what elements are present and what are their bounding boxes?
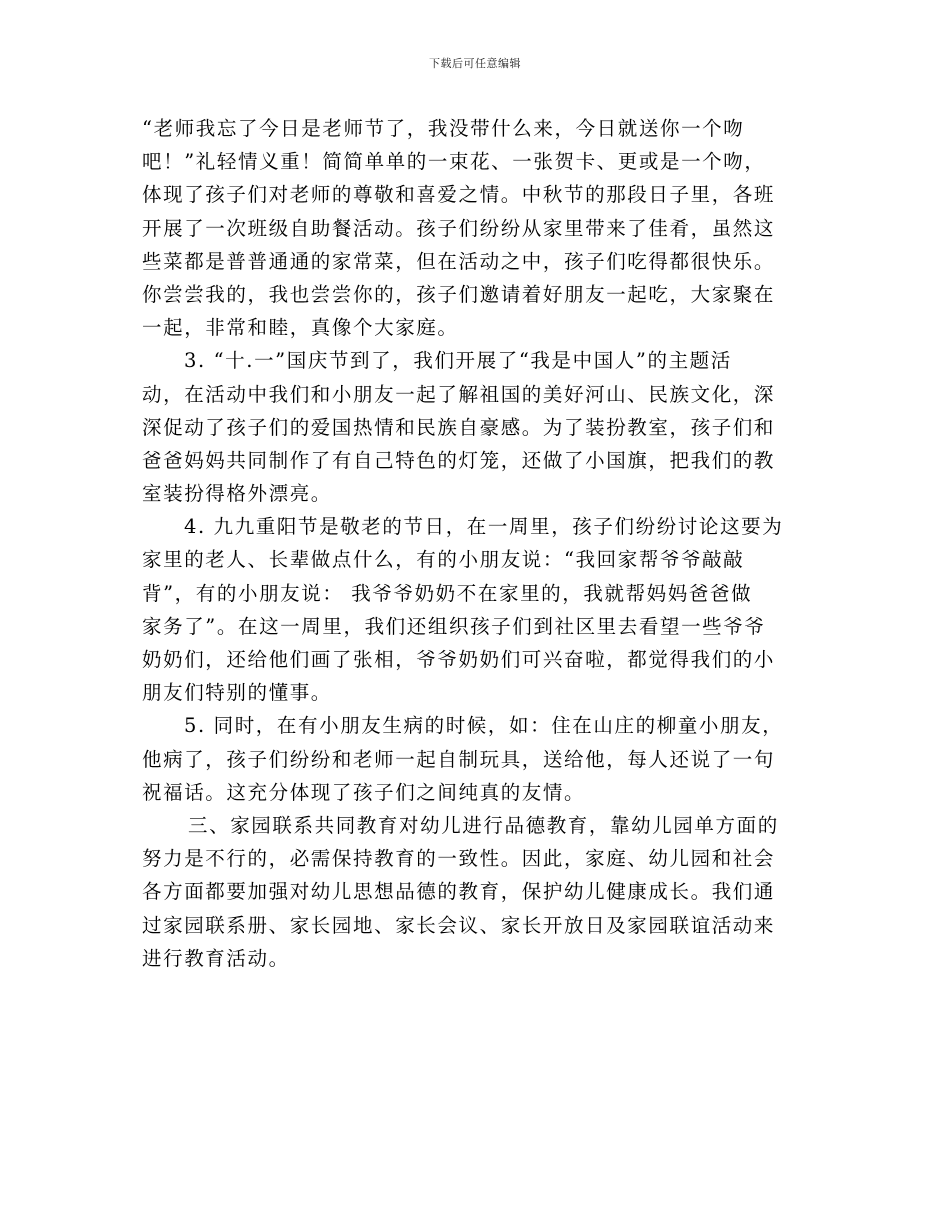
text-line: 他病了，孩子们纷纷和老师一起自制玩具，送给他，每人还说了一句 <box>142 747 776 771</box>
text-line: 祝福话。这充分体现了孩子们之间纯真的友情。 <box>142 780 586 804</box>
text-line: 室装扮得格外漂亮。 <box>142 482 332 506</box>
paragraph-start-line: 3. “十.一”国庆节到了，我们开展了“我是中国人”的主题活 <box>184 349 732 373</box>
text-line: 一起，非常和睦，真像个大家庭。 <box>142 316 459 340</box>
text-line: 努力是不行的，必需保持教育的一致性。因此，家庭、幼儿园和社会 <box>142 847 776 871</box>
paragraph-start-line: 5. 同时，在有小朋友生病的时候，如：住在山庄的柳童小朋友， <box>184 714 784 738</box>
text-line: 动，在活动中我们和小朋友一起了解祖国的美好河山、民族文化，深 <box>142 382 776 406</box>
text-line: 过家园联系册、家长园地、家长会议、家长开放日及家园联谊活动来 <box>142 913 776 937</box>
text-line: 开展了一次班级自助餐活动。孩子们纷纷从家里带来了佳肴，虽然这 <box>142 216 776 240</box>
text-line: 朋友们特别的懂事。 <box>142 681 332 705</box>
text-line: “老师我忘了今日是老师节了，我没带什么来，今日就送你一个吻 <box>142 117 745 140</box>
text-line: 进行教育活动。 <box>142 946 290 970</box>
paragraph-start-line: 4. 九九重阳节是敬老的节日，在一周里，孩子们纷纷讨论这要为 <box>184 515 784 539</box>
paragraph-start-line: 三、家园联系共同教育对幼儿进行品德教育，靠幼儿园单方面的 <box>188 813 779 837</box>
text-line: 家务了”。在这一周里，我们还组织孩子们到社区里去看望一些爷爷 <box>142 614 766 638</box>
text-line: 各方面都要加强对幼儿思想品德的教育，保护幼儿健康成长。我们通 <box>142 880 776 904</box>
text-line: 体现了孩子们对老师的尊敬和喜爱之情。中秋节的那段日子里，各班 <box>142 183 776 207</box>
text-line: 爸爸妈妈共同制作了有自己特色的灯笼，还做了小国旗，把我们的教 <box>142 448 776 472</box>
document-body <box>142 112 812 975</box>
page-header: 下载后可任意编辑 <box>429 57 521 70</box>
text-line: 你尝尝我的，我也尝尝你的，孩子们邀请着好朋友一起吃，大家聚在 <box>142 282 776 306</box>
text-line: 背”，有的小朋友说： 我爷爷奶奶不在家里的，我就帮妈妈爸爸做 <box>142 581 753 605</box>
text-line: 吧！”礼轻情义重！简简单单的一束花、一张贺卡、更或是一个吻， <box>142 150 766 174</box>
text-line: 深促动了孩子们的爱国热情和民族自豪感。为了装扮教室，孩子们和 <box>142 415 776 439</box>
text-line: 家里的老人、长辈做点什么，有的小朋友说：“我回家帮爷爷敲敲 <box>142 548 745 572</box>
text-line: 奶奶们，还给他们画了张相，爷爷奶奶们可兴奋啦，都觉得我们的小 <box>142 648 776 671</box>
text-line: 些菜都是普普通通的家常菜，但在活动之中，孩子们吃得都很快乐。 <box>142 249 776 273</box>
